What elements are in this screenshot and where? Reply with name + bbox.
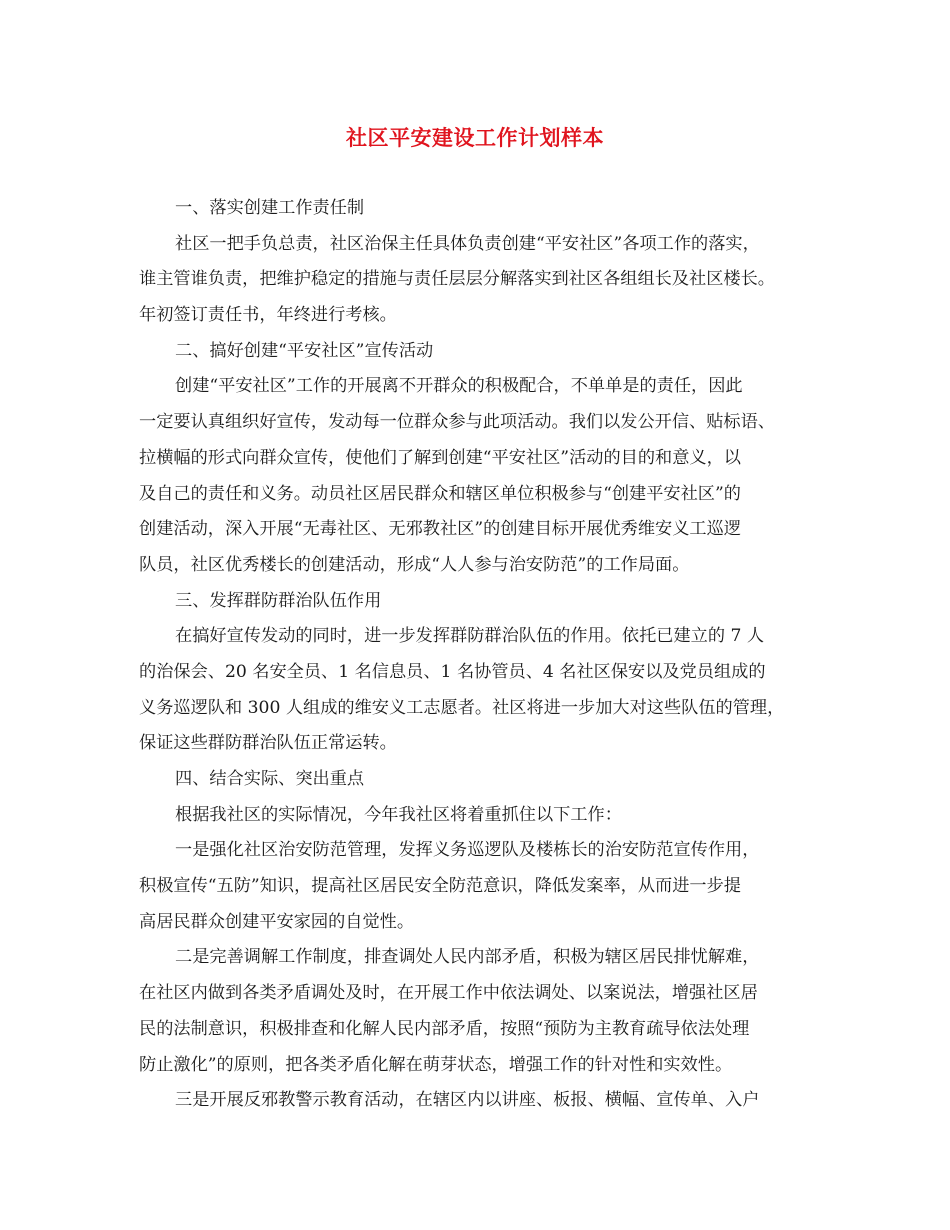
text-line: 三、发挥群防群治队伍作用 (175, 590, 382, 611)
text-line: 谁主管谁负责，把维护稳定的措施与责任层层分解落实到社区各组组长及社区楼长。 (139, 269, 775, 290)
text-line: 创建活动，深入开展“无毒社区、无邪教社区”的创建目标开展优秀维安义工巡逻 (139, 519, 741, 540)
text-line: 义务巡逻队和 300 人组成的维安义工志愿者。社区将进一步加大对这些队伍的管理， (139, 697, 785, 718)
text-line: 防止激化”的原则，把各类矛盾化解在萌芽状态，增强工作的针对性和实效性。 (139, 1054, 733, 1075)
text-line: 一、落实创建工作责任制 (175, 198, 365, 218)
text-line: 队员，社区优秀楼长的创建活动，形成“人人参与治安防范”的工作局面。 (139, 554, 690, 575)
text-line: 社区一把手负总责，社区治保主任具体负责创建“平安社区”各项工作的落实， (175, 233, 760, 254)
text-line: 的治保会、20 名安全员、1 名信息员、1 名协管员、4 名社区保安以及党员组成的 (139, 661, 766, 682)
text-line: 一定要认真组织好宣传，发动每一位群众参与此项活动。我们以发公开信、贴标语、 (139, 412, 775, 433)
text-line: 在社区内做到各类矛盾调处及时，在开展工作中依法调处、以案说法，增强社区居 (139, 983, 758, 1004)
text-line: 拉横幅的形式向群众宣传，使他们了解到创建“平安社区”活动的目的和意义，以 (139, 447, 741, 468)
text-line: 民的法制意识，积极排查和化解人民内部矛盾，按照“预防为主教育疏导依法处理 (139, 1018, 750, 1039)
text-line: 四、结合实际、突出重点 (175, 769, 365, 789)
document-body (139, 191, 819, 1119)
text-line: 高居民群众创建平安家园的自觉性。 (139, 911, 415, 932)
text-line: 在搞好宣传发动的同时，进一步发挥群防群治队伍的作用。依托已建立的 7 人 (175, 626, 765, 647)
document-title: 社区平安建设工作计划样本 (346, 125, 604, 150)
text-line: 及自己的责任和义务。动员社区居民群众和辖区单位积极参与“创建平安社区”的 (139, 483, 741, 504)
text-line: 一是强化社区治安防范管理，发挥义务巡逻队及楼栋长的治安防范宣传作用， (175, 840, 760, 861)
text-line: 年初签订责任书，年终进行考核。 (139, 305, 397, 326)
text-line: 根据我社区的实际情况，今年我社区将着重抓住以下工作： (175, 804, 622, 825)
text-line: 创建“平安社区”工作的开展离不开群众的积极配合，不单单是的责任，因此 (175, 376, 743, 397)
text-line: 二、搞好创建“平安社区”宣传活动 (175, 340, 434, 361)
text-line: 积极宣传“五防”知识，提高社区居民安全防范意识，降低发案率，从而进一步提 (139, 876, 741, 897)
text-line: 三是开展反邪教警示教育活动，在辖区内以讲座、板报、横幅、宣传单、入户 (175, 1090, 760, 1111)
text-line: 二是完善调解工作制度，排查调处人民内部矛盾，积极为辖区居民排忧解难， (175, 947, 760, 968)
text-line: 保证这些群防群治队伍正常运转。 (139, 733, 397, 754)
